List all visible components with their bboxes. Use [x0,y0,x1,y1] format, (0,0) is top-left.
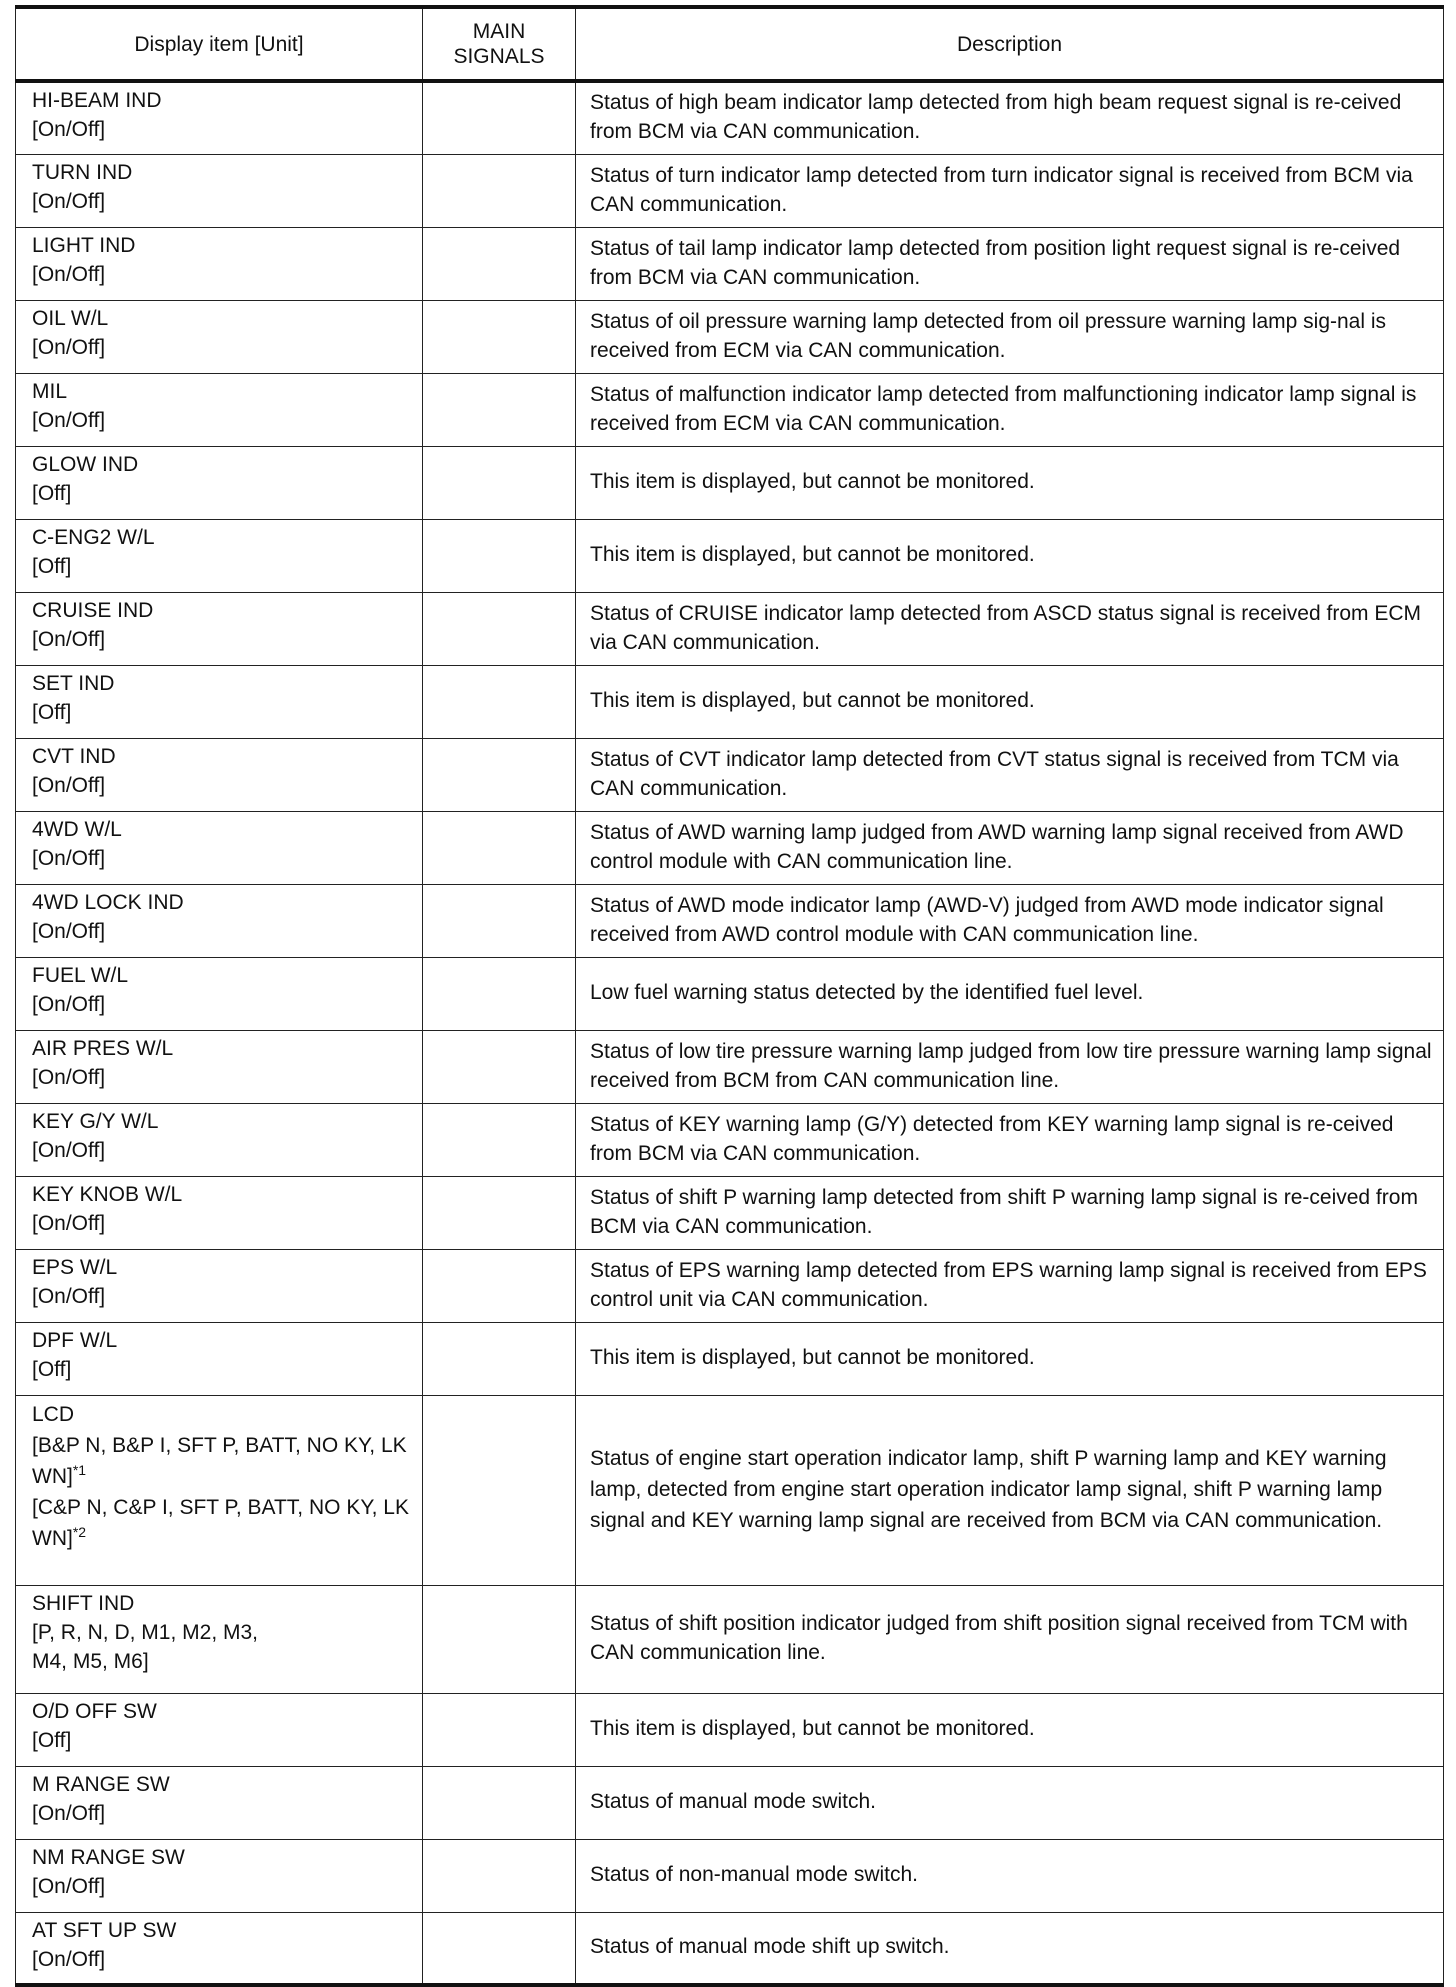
item-name: EPS W/L [32,1255,118,1279]
item-unit: [On/Off] [32,919,106,943]
display-item-cell [16,957,423,1030]
item-unit: [On/Off] [32,1947,106,1971]
table-row [16,1693,1444,1766]
item-unit: [On/Off] [32,846,106,870]
item-unit: [Off] [32,700,72,724]
display-item-cell [16,1585,423,1693]
description-cell: This item is displayed, but cannot be monitored. [576,665,1444,738]
item-name: OIL W/L [32,306,109,330]
item-name: CVT IND [32,744,116,768]
display-item-cell [16,1395,423,1585]
table-body [16,81,1444,1985]
description-cell: Status of EPS warning lamp detected from EPS warning lamp signal is received from EPS control unit via CAN communication. [576,1249,1444,1322]
main-signals-cell [423,1766,576,1839]
table-row [16,1103,1444,1176]
description-cell: This item is displayed, but cannot be monitored. [576,1693,1444,1766]
display-item-cell [16,1030,423,1103]
item-name: KEY KNOB W/L [32,1182,183,1206]
description-cell: Status of AWD warning lamp judged from AWD warning lamp signal received from AWD control module with CAN communication line. [576,811,1444,884]
display-item-cell [16,811,423,884]
table-row [16,446,1444,519]
item-unit: [On/Off] [32,1874,106,1898]
description-cell: This item is displayed, but cannot be monitored. [576,1322,1444,1395]
item-name: FUEL W/L [32,963,129,987]
main-signals-cell [423,1103,576,1176]
table-row [16,1249,1444,1322]
main-signals-cell [423,1912,576,1985]
description-cell: This item is displayed, but cannot be monitored. [576,446,1444,519]
item-unit: [Off] [32,554,72,578]
display-item-cell [16,1839,423,1912]
item-unit-2 [32,1492,414,1554]
display-item-cell [16,1322,423,1395]
display-item-cell [16,154,423,227]
description-cell: Status of manual mode shift up switch. [576,1912,1444,1985]
item-unit: [On/Off] [32,1211,106,1235]
description-cell: Status of tail lamp indicator lamp detected from position light request signal is re-ceived from BCM via CAN communication. [576,227,1444,300]
display-item-cell [16,373,423,446]
item-unit: [On/Off] [32,1065,106,1089]
item-name: NM RANGE SW [32,1845,185,1869]
display-item-cell [16,1249,423,1322]
main-signals-cell [423,154,576,227]
main-signals-cell [423,1030,576,1103]
description-cell: Status of CVT indicator lamp detected from CVT status signal is received from TCM via CAN communication. [576,738,1444,811]
description-cell: Status of shift position indicator judged from shift position signal received from TCM with CAN communication line. [576,1585,1444,1693]
item-unit-line-2: M4, M5, M6] [32,1649,149,1673]
description-cell: Status of manual mode switch. [576,1766,1444,1839]
item-name: 4WD W/L [32,817,122,841]
table-row-shift [16,1585,1444,1693]
display-item-cell [16,446,423,519]
item-name: TURN IND [32,160,133,184]
display-item-cell [16,738,423,811]
main-signals-cell [423,1322,576,1395]
main-signals-cell [423,592,576,665]
main-signals-cell [423,446,576,519]
display-item-cell [16,227,423,300]
item-name: GLOW IND [32,452,139,476]
description-cell: Status of shift P warning lamp detected from shift P warning lamp signal is re-ceived from BCM via CAN communication. [576,1176,1444,1249]
main-signals-cell [423,811,576,884]
item-unit: [Off] [32,1357,72,1381]
main-signals-cell [423,373,576,446]
main-signals-cell [423,1176,576,1249]
description-cell: Status of turn indicator lamp detected from turn indicator signal is received from BCM via CAN communication. [576,154,1444,227]
item-unit-2-text: [C&P N, C&P I, SFT P, BATT, NO KY, LK WN] [32,1495,409,1550]
table-row [16,154,1444,227]
main-signals-cell [423,665,576,738]
description-cell: Low fuel warning status detected by the identified fuel level. [576,957,1444,1030]
item-unit: [Off] [32,1728,72,1752]
item-unit: [On/Off] [32,1284,106,1308]
main-signals-cell [423,957,576,1030]
table-row [16,884,1444,957]
table-row [16,592,1444,665]
item-name: KEY G/Y W/L [32,1109,159,1133]
table-header-row [16,7,1444,81]
description-cell: Status of CRUISE indicator lamp detected from ASCD status signal is received from ECM via CAN communication. [576,592,1444,665]
display-item-cell [16,1693,423,1766]
header-display-item: Display item [Unit] [16,7,423,81]
item-unit: [On/Off] [32,773,106,797]
item-unit: [On/Off] [32,627,106,651]
item-unit-1-text: [B&P N, B&P I, SFT P, BATT, NO KY, LK WN] [32,1433,407,1488]
table-row [16,1839,1444,1912]
item-unit: [On/Off] [32,408,106,432]
table-row [16,519,1444,592]
description-cell: Status of KEY warning lamp (G/Y) detected from KEY warning lamp signal is re-ceived from BCM via CAN communication. [576,1103,1444,1176]
main-signals-cell [423,81,576,154]
item-unit: [On/Off] [32,992,106,1016]
item-name: LCD [32,1402,75,1426]
table-row [16,1030,1444,1103]
table-row [16,957,1444,1030]
table-row [16,665,1444,738]
item-name: LIGHT IND [32,233,136,257]
item-name: DPF W/L [32,1328,118,1352]
table-row [16,227,1444,300]
main-signals-cell [423,1249,576,1322]
main-signals-cell [423,300,576,373]
item-name: AIR PRES W/L [32,1036,174,1060]
display-item-table [15,5,1444,1987]
table-row [16,1322,1444,1395]
item-name: HI-BEAM IND [32,89,162,112]
display-item-cell [16,1766,423,1839]
footnote-marker-1: *1 [72,1461,87,1478]
table-row [16,811,1444,884]
table-row [16,373,1444,446]
item-name: CRUISE IND [32,598,154,622]
display-item-cell [16,519,423,592]
table-row [16,738,1444,811]
display-item-cell [16,300,423,373]
item-unit: [Off] [32,481,72,505]
item-name: AT SFT UP SW [32,1918,177,1942]
table-row [16,81,1444,154]
description-cell: Status of engine start operation indicator lamp, shift P warning lamp and KEY warning lamp, detected from engine start operation indicator lamp signal, shift P warning lamp signal and KEY warning lamp signal are received from BCM via CAN communication. [576,1395,1444,1585]
description-cell: Status of high beam indicator lamp detected from high beam request signal is re-ceived from BCM via CAN communication. [576,81,1444,154]
main-signals-cell [423,1395,576,1585]
item-unit-line-1: [P, R, N, D, M1, M2, M3, [32,1620,258,1644]
main-signals-cell [423,519,576,592]
main-signals-cell [423,1839,576,1912]
description-cell: This item is displayed, but cannot be monitored. [576,519,1444,592]
description-cell: Status of oil pressure warning lamp detected from oil pressure warning lamp sig-nal is received from ECM via CAN communication. [576,300,1444,373]
description-cell: Status of malfunction indicator lamp detected from malfunctioning indicator lamp signal is received from ECM via CAN communication. [576,373,1444,446]
main-signals-cell [423,1693,576,1766]
display-item-cell [16,1176,423,1249]
display-item-cell [16,1912,423,1985]
item-unit: [On/Off] [32,118,106,141]
item-name: C-ENG2 W/L [32,525,155,549]
main-signals-cell [423,738,576,811]
item-unit: [On/Off] [32,262,106,286]
header-description: Description [576,7,1444,81]
main-signals-cell [423,884,576,957]
display-item-cell [16,884,423,957]
main-signals-cell [423,1585,576,1693]
footnote-marker-2: *2 [72,1523,87,1540]
description-cell: Status of non-manual mode switch. [576,1839,1444,1912]
table-row [16,1766,1444,1839]
description-cell: Status of low tire pressure warning lamp judged from low tire pressure warning lamp signal received from BCM from CAN communication line. [576,1030,1444,1103]
display-item-cell [16,592,423,665]
table-row [16,1176,1444,1249]
table-row [16,1912,1444,1985]
item-name: SET IND [32,671,115,695]
display-item-cell [16,1103,423,1176]
item-unit: [On/Off] [32,1138,106,1162]
item-unit: [On/Off] [32,189,106,213]
header-main-signals: MAIN SIGNALS [423,7,576,81]
item-unit: [On/Off] [32,1801,106,1825]
item-name: M RANGE SW [32,1772,170,1796]
item-name: O/D OFF SW [32,1699,157,1723]
display-item-cell [16,81,423,154]
item-name: SHIFT IND [32,1591,135,1615]
item-unit: [On/Off] [32,335,106,359]
main-signals-cell [423,227,576,300]
display-item-cell [16,665,423,738]
item-name: 4WD LOCK IND [32,890,184,914]
item-name: MIL [32,379,68,403]
description-cell: Status of AWD mode indicator lamp (AWD-V) judged from AWD mode indicator signal received from AWD control module with CAN communication line. [576,884,1444,957]
table-row [16,300,1444,373]
table-row-lcd [16,1395,1444,1585]
item-unit-1 [32,1430,414,1492]
